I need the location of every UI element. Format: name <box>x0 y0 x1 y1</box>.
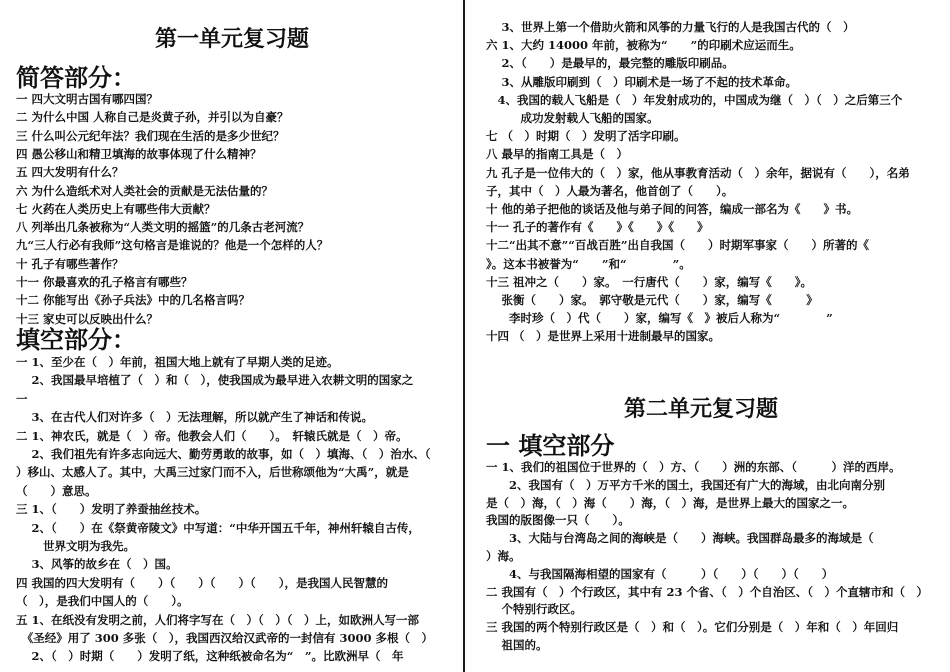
question-line: 八 最早的指南工具是（ ） <box>486 147 629 162</box>
section-heading-unit2-fill: 一 填空部分 <box>486 431 615 460</box>
question-line: 三 什么叫公元纪年法？我们现在生活的是多少世纪？ <box>16 128 285 143</box>
question-line: 一 <box>16 391 28 406</box>
question-line: 世界文明为我先。 <box>16 539 136 553</box>
section-heading-short-answer: 简答部分： <box>16 63 136 92</box>
question-line: 3、大陆与台湾岛之间的海峡是（ ）海峡。我国群岛最多的海域是（ <box>486 531 874 546</box>
question-line: 八 列举出几条被称为“人类文明的摇篮”的几条古老河流？ <box>16 220 310 235</box>
question-line: 六 为什么造纸术对人类社会的贡献是无法估量的？ <box>16 183 274 198</box>
section-heading-fill-blank: 填空部分： <box>16 325 136 354</box>
page-title-unit2: 第二单元复习题 <box>624 396 779 422</box>
question-line: 九“三人行必有我师”这句格言是谁说的？他是一个怎样的人？ <box>16 238 329 253</box>
question-line: 2、（ ）在《祭黄帝陵文》中写道：“中华开国五千年，神州轩辕自古传， <box>16 520 420 535</box>
question-line: 4、我国的载人飞船是（ ）年发射成功的，中国成为继（ ）（ ）之后第三个 <box>486 92 903 107</box>
question-line: 十一 孔子的著作有《 》《 》《 》 <box>486 220 709 235</box>
question-line: 3、在古代人们对许多（ ）无法理解，所以就产生了神话和传说。 <box>16 410 374 425</box>
question-line: 七 （ ）时期（ ）发明了活字印刷。 <box>486 129 686 144</box>
question-line: 三 1、（ ）发明了养蚕抽丝技术。 <box>16 502 207 517</box>
question-line: 十三 家史可以反映出什么？ <box>16 311 159 326</box>
question-line: 十二 你能写出《孙子兵法》中的几名格言吗？ <box>16 293 251 308</box>
question-line: 是（ ）海，（ ）海（ ）海，（ ）海，是世界上最大的国家之一。 <box>486 495 854 510</box>
question-line: 十 他的弟子把他的谈话及他与弟子间的问答，编成一部名为《 》书。 <box>486 202 858 216</box>
question-line: 九 孔子是一位伟大的（ ）家，他从事教育活动（ ）余年，据说有（ ），名弟 <box>486 165 910 180</box>
question-line: 一 1、至少在（ ）年前，祖国大地上就有了早期人类的足迹。 <box>16 355 339 369</box>
question-line: 一 1、我们的祖国位于世界的（ ）方、（ ）洲的东部、（ ）洋的西岸。 <box>486 460 901 474</box>
question-line: 3、风筝的故乡在（ ）国。 <box>16 557 178 572</box>
question-line: 祖国的。 <box>486 638 548 652</box>
question-line: 二 为什么中国 人称自己是炎黄子孙，并引以为自豪？ <box>16 110 289 125</box>
question-line: 2、（ ）是最早的，最完整的雕版印刷品。 <box>486 56 734 71</box>
question-line: 2、我国有（ ）万平方千米的国土，我国还有广大的海域，由北向南分别 <box>486 477 885 492</box>
question-line: ）移山、太感人了。其中，大禹三过家门而不入，后世称颂他为“大禹”，就是 <box>16 465 409 480</box>
question-line: 成功发射载人飞船的国家。 <box>486 111 659 125</box>
question-line: 二 1、神农氏，就是（ ）帝。他教会人们（ ）。 轩辕氏就是（ ）帝。 <box>16 428 408 443</box>
question-line: 4、与我国隔海相望的国家有（ ）（ ）（ ）（ ） <box>486 566 834 581</box>
question-line: 子，其中（ ）人最为著名，他首创了（ ）。 <box>486 183 734 198</box>
question-line: 2、我们祖先有许多志向远大、勤劳勇敢的故事，如（ ）填海、（ ）治水、（ <box>16 447 431 461</box>
column-divider <box>463 0 465 672</box>
question-line: 《圣经》用了 300 多张（ ），我国西汉给汉武帝的一封信有 3000 多根（ ） <box>16 631 434 645</box>
question-line: 十四 （ ）是世界上采用十进制最早的国家。 <box>486 329 721 344</box>
right-column <box>466 0 950 672</box>
question-line: 一 四大文明古国有哪四国？ <box>16 92 159 106</box>
question-line: 六 1、大约 14000 年前，被称为“ ”的印刷术应运而生。 <box>486 38 801 53</box>
question-line: 四 我国的四大发明有（ ）（ ）（ ）（ ），是我国人民智慧的 <box>16 575 388 590</box>
question-line: 3、从雕版印刷到（ ）印刷术是一场了不起的技术革命。 <box>486 74 798 89</box>
question-line: 2、（ ）时期（ ）发明了纸，这种纸被命名为“ ”。比欧洲早（ 年 <box>16 649 404 664</box>
page-title-unit1: 第一单元复习题 <box>155 26 310 52</box>
question-line: 个特别行政区。 <box>486 602 583 617</box>
question-line: 十 孔子有哪些著作？ <box>16 256 124 271</box>
question-line: （ ）意思。 <box>16 483 97 498</box>
question-line: 李时珍（ ）代（ ）家，编写《 》被后人称为“ ” <box>486 311 833 326</box>
question-line: ）海。 <box>486 549 521 563</box>
question-line: 十三 祖冲之（ ）家。 一行唐代（ ）家，编写《 》。 <box>486 274 813 289</box>
question-line: 四 愚公移山和精卫填海的故事体现了什么精神？ <box>16 146 262 161</box>
question-line: （ ），是我们中国人的（ ）。 <box>16 594 189 609</box>
question-line: 2、我国最早培植了（ ）和（ ），使我国成为最早进入农耕文明的国家之 <box>16 373 414 388</box>
question-line: 五 1、在纸没有发明之前，人们将字写在（ ）（ ）（ ）上，如欧洲人写一部 <box>16 612 420 627</box>
question-line: 三 我国的两个特别行政区是（ ）和（ ）。它们分别是（ ）年和（ ）年回归 <box>486 620 899 635</box>
question-line: 十二“出其不意”“百战百胜”出自我国（ ）时期军事家（ ）所著的《 <box>486 238 869 253</box>
question-line: 张衡（ ）家。 郭守敬是元代（ ）家，编写《 》 <box>486 293 818 307</box>
question-line: 十一 你最喜欢的孔子格言有哪些？ <box>16 275 193 289</box>
left-column <box>0 0 464 672</box>
question-line: 3、世界上第一个借助火箭和风筝的力量飞行的人是我国古代的（ ） <box>486 20 855 34</box>
question-line: 七 火药在人类历史上有哪些伟大贡献？ <box>16 201 216 216</box>
question-line: 我国的版图像一只（ ）。 <box>486 513 630 528</box>
question-line: 二 我国有（ ）个行政区，其中有 23 个省、（ ）个自治区、（ ）个直辖市和（ ） <box>486 584 929 599</box>
question-line: 》。这本书被誉为“ ”和“ ”。 <box>486 256 691 271</box>
question-line: 五 四大发明有什么？ <box>16 165 124 180</box>
